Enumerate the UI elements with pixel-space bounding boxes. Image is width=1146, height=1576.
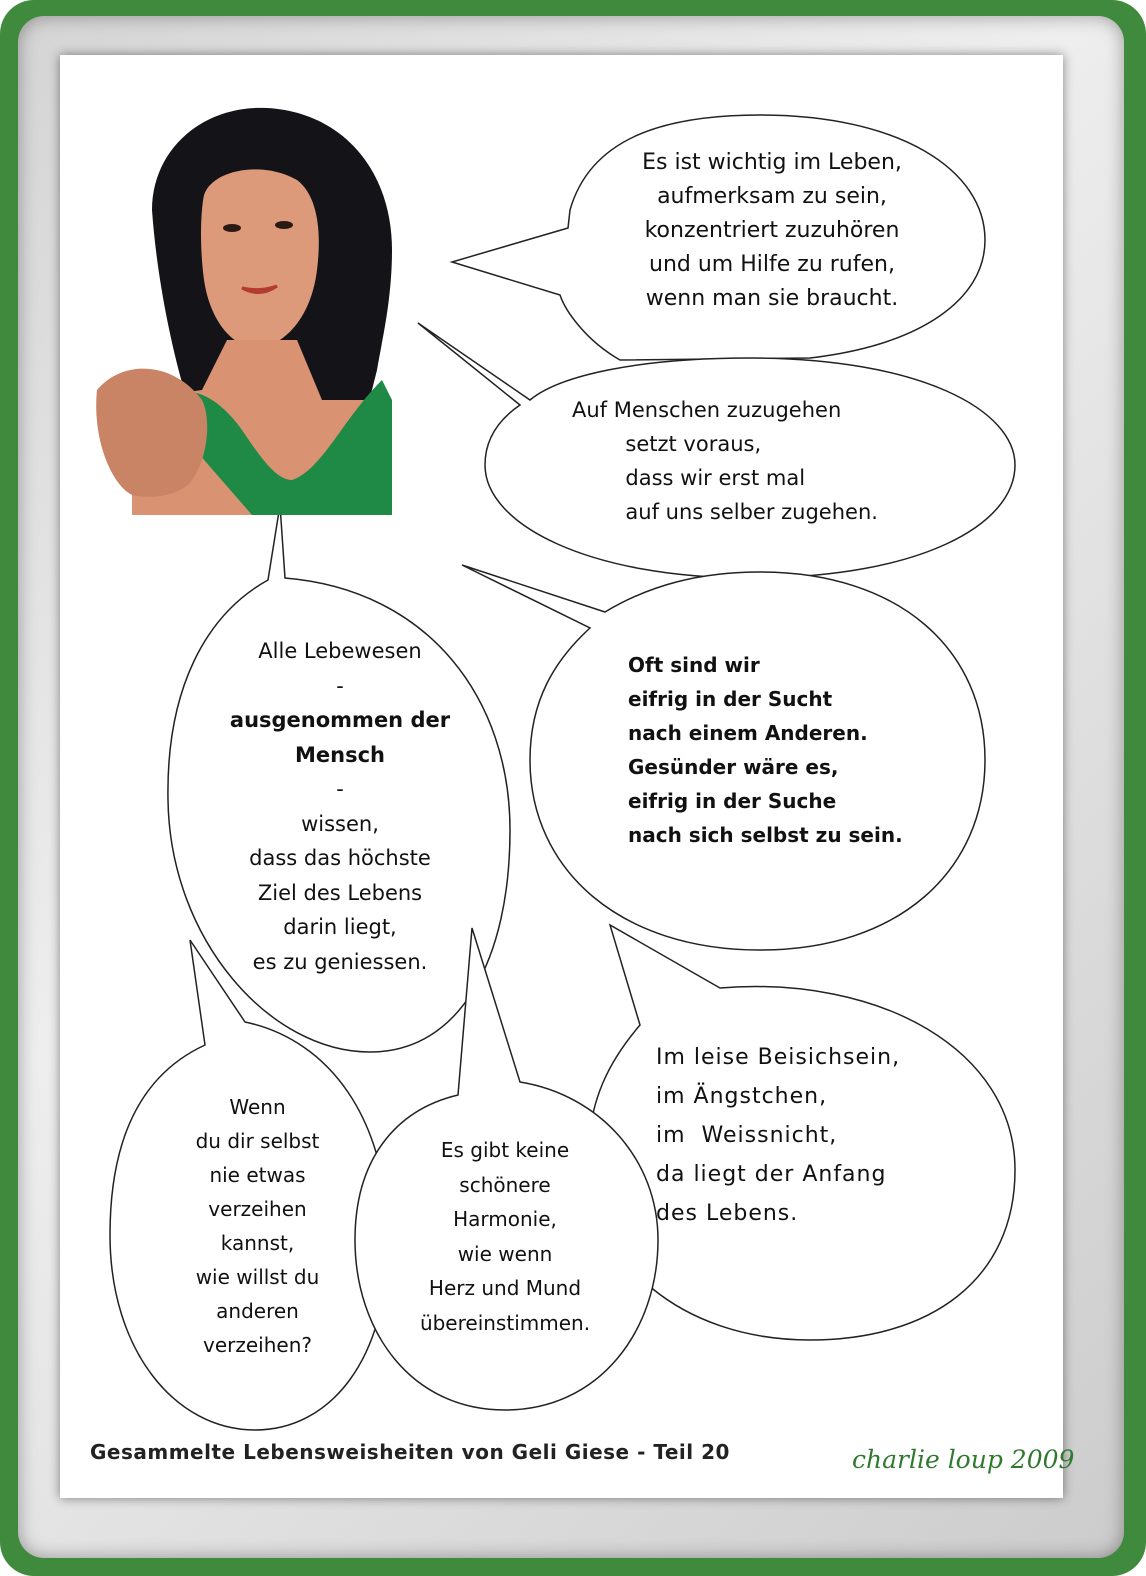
bubble-5-text: Im leise Beisichsein, im Ängstchen, im Weissnicht, da liegt der Anfang des Lebens.: [656, 1045, 901, 1226]
bubble-3-line: ausgenommen der: [229, 708, 451, 732]
bubble-3-line: es zu geniessen.: [252, 949, 428, 974]
eye-right: [275, 221, 293, 229]
bubble-7-text: Es gibt keine schönere Harmonie, wie wenn Herz und Mund übereinstimmen.: [419, 1138, 591, 1335]
arm: [96, 369, 207, 497]
bubble-6-text: Wenn du dir selbst nie etwas verzeihen kannst, wie willst du anderen verzeihen?: [195, 1095, 320, 1357]
bubble-3-line: -: [336, 673, 344, 698]
bubble-3-line: darin liegt,: [283, 915, 397, 939]
bubble-2-text: Auf Menschen zuzugehen setzt voraus, dass wir erst mal auf uns selber zugehen.: [572, 398, 878, 524]
bubble-3-line: wissen,: [301, 811, 379, 836]
bubble-4-text: Oft sind wir eifrig in der Sucht nach einem Anderen. Gesünder wäre es, eifrig in der Suche nach sich selbst zu sein.: [628, 653, 903, 847]
bubble-3-line: dass das höchste: [249, 846, 431, 870]
bubble-3-line: Mensch: [295, 742, 385, 767]
bubble-3-line: -: [336, 777, 344, 801]
eye-left: [223, 224, 241, 232]
footer-caption: Gesammelte Lebensweisheiten von Geli Giese - Teil 20: [90, 1440, 730, 1464]
bubble-1-text: Es ist wichtig im Leben, aufmerksam zu sein, konzentriert zuzuhören und um Hilfe zu rufen, wenn man sie braucht.: [642, 150, 902, 311]
artist-signature: charlie loup 2009: [852, 1445, 1075, 1474]
bubble-3-line: Ziel des Lebens: [257, 880, 423, 905]
bubble-3-line: Alle Lebewesen: [258, 639, 422, 663]
portrait-photo: [92, 100, 402, 520]
bubble-3-text: [215, 634, 465, 979]
